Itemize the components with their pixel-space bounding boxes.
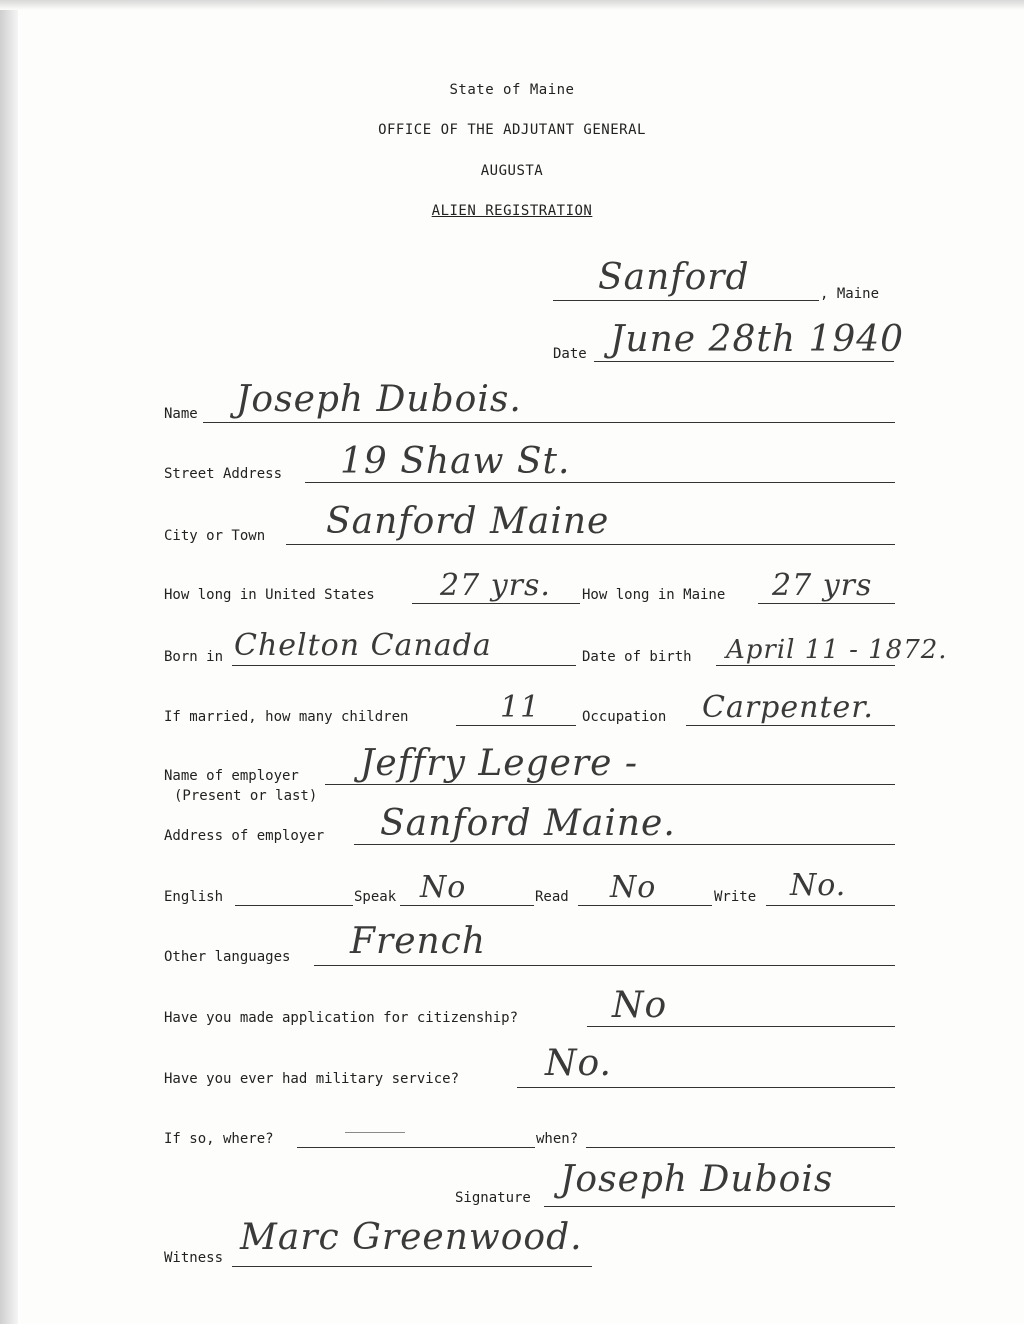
signature-label: Signature — [455, 1190, 531, 1206]
us-stay-value: 27 yrs. — [440, 568, 551, 603]
witness-line — [232, 1266, 592, 1267]
other-languages-value: French — [350, 921, 487, 962]
name-value: Joseph Dubois. — [236, 379, 522, 420]
employer-label: Name of employer — [164, 768, 299, 784]
english-label: English — [164, 889, 224, 905]
date-value: June 28th 1940 — [610, 319, 905, 360]
military-value: No. — [545, 1043, 612, 1084]
employer-address-value: Sanford Maine. — [380, 803, 676, 844]
witness-label: Witness — [164, 1250, 224, 1266]
scan-edge-left — [0, 0, 18, 1324]
city-line — [286, 544, 895, 545]
employer-address-label: Address of employer — [164, 828, 325, 844]
date-label: Date — [553, 346, 587, 362]
other-languages-label: Other languages — [164, 949, 291, 965]
born-value: Chelton Canada — [234, 628, 492, 663]
occupation-value: Carpenter. — [702, 690, 874, 725]
street-value: 19 Shaw St. — [340, 441, 571, 482]
employer-address-line — [354, 844, 895, 845]
street-line — [305, 482, 895, 483]
signature-value: Joseph Dubois — [560, 1159, 834, 1200]
citizenship-label: Have you made application for citizenship? — [164, 1010, 519, 1026]
employer-sublabel: (Present or last) — [174, 788, 318, 804]
speak-value: No — [420, 870, 467, 905]
where-dash-mark — [345, 1132, 405, 1133]
signature-line — [544, 1206, 895, 1207]
employer-line — [325, 784, 895, 785]
header-office: OFFICE OF THE ADJUTANT GENERAL — [378, 122, 646, 138]
read-label: Read — [535, 889, 569, 905]
english-line — [235, 905, 353, 906]
children-value: 11 — [500, 690, 541, 725]
other-languages-line — [314, 965, 895, 966]
header-city: AUGUSTA — [480, 163, 544, 179]
when-line — [586, 1147, 895, 1148]
dob-value: April 11 - 1872. — [726, 635, 948, 665]
us-stay-label: How long in United States — [164, 587, 375, 603]
witness-value: Marc Greenwood. — [240, 1217, 583, 1258]
speak-label: Speak — [354, 889, 397, 905]
citizenship-line — [587, 1026, 895, 1027]
dob-label: Date of birth — [582, 649, 692, 665]
when-label: when? — [536, 1131, 579, 1147]
name-label: Name — [164, 406, 198, 422]
write-label: Write — [714, 889, 757, 905]
read-value: No — [610, 870, 657, 905]
occupation-label: Occupation — [582, 709, 667, 725]
citizenship-value: No — [612, 985, 668, 1026]
where-label: If so, where? — [164, 1131, 274, 1147]
town-line — [553, 300, 819, 301]
maine-stay-label: How long in Maine — [582, 587, 726, 603]
maine-stay-value: 27 yrs — [772, 568, 873, 603]
header-state: State of Maine — [449, 82, 575, 98]
born-label: Born in — [164, 649, 224, 665]
employer-value: Jeffry Legere - — [360, 743, 639, 784]
where-line — [297, 1147, 535, 1148]
town-value: Sanford — [598, 257, 750, 298]
city-value: Sanford Maine — [326, 501, 610, 542]
city-label: City or Town — [164, 528, 266, 544]
name-line — [203, 422, 895, 423]
military-line — [517, 1087, 895, 1088]
date-line — [594, 361, 894, 362]
military-label: Have you ever had military service? — [164, 1071, 460, 1087]
town-suffix: , Maine — [820, 286, 880, 302]
write-value: No. — [790, 868, 847, 903]
form-title: ALIEN REGISTRATION — [431, 203, 593, 219]
children-label: If married, how many children — [164, 709, 409, 725]
scan-edge-top — [0, 0, 1024, 10]
street-label: Street Address — [164, 466, 283, 482]
